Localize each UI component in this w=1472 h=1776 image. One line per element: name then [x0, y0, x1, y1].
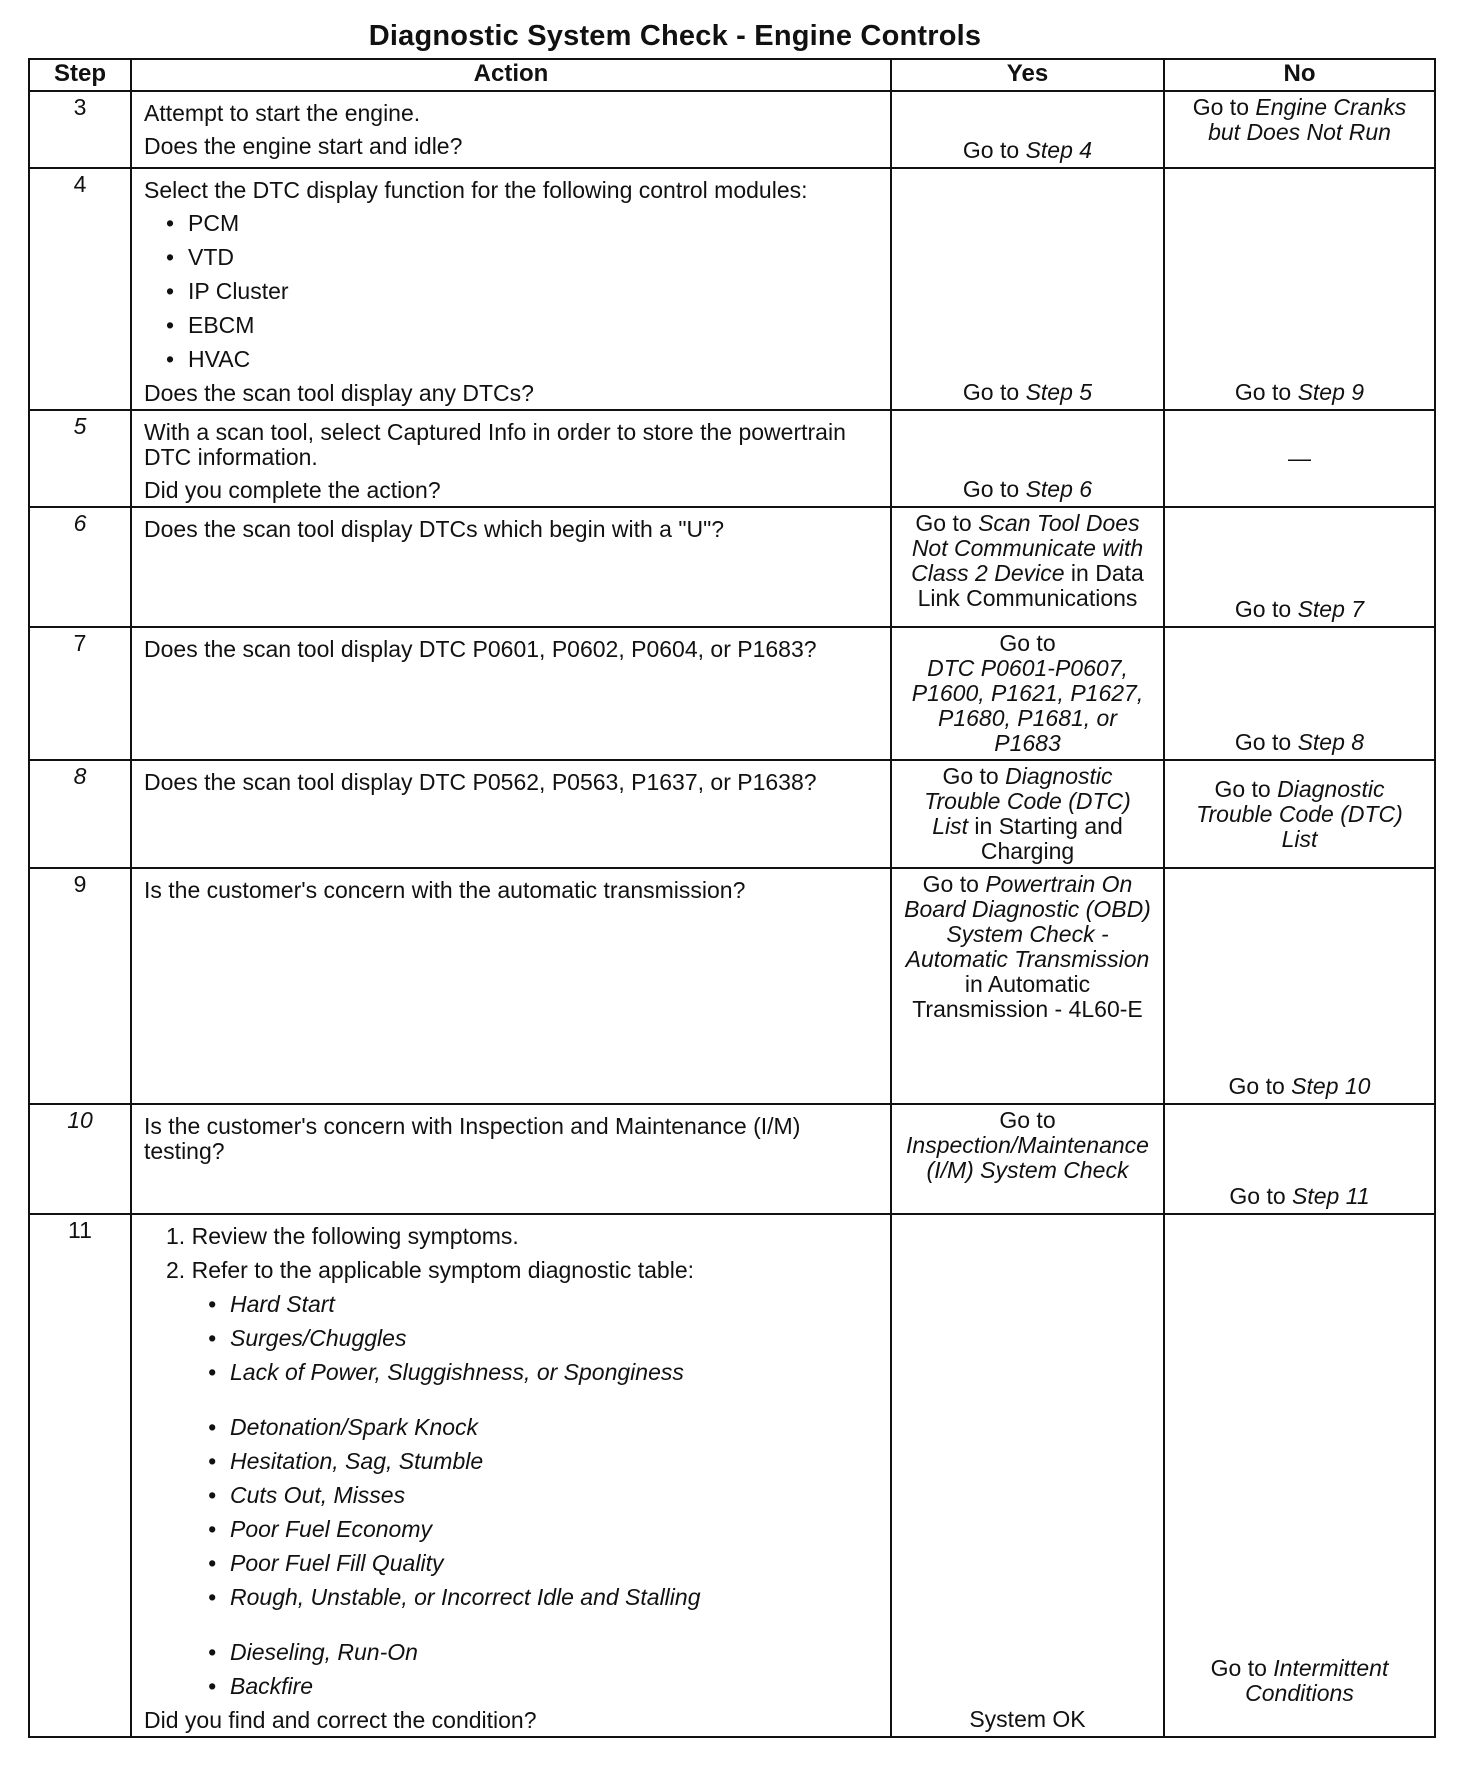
no-cell — [1164, 760, 1435, 868]
action-question: Is the customer's concern with Inspection and Maintenance (I/M) testing? — [144, 1113, 801, 1164]
no-prefix: Go to — [1214, 775, 1278, 802]
list-item: • IP Cluster — [166, 279, 878, 304]
action-text: Select the DTC display function for the following control modules: — [144, 177, 808, 203]
symptom-item[interactable]: • Hard Start — [208, 1292, 878, 1317]
yes-prefix: Go to — [999, 1107, 1056, 1133]
no-link[interactable]: Step 7 — [1297, 596, 1365, 622]
yes-prefix: Go to — [922, 871, 986, 897]
yes-link[interactable]: Scan Tool Does Not Communicate with Class 2 Device — [911, 510, 1144, 586]
action-cell — [131, 1214, 891, 1737]
header-yes: Yes — [891, 59, 1164, 91]
no-cell — [1164, 1214, 1435, 1737]
yes-mid: in — [1064, 560, 1096, 586]
table-row — [29, 91, 1435, 168]
symptom-item[interactable]: • Poor Fuel Fill Quality — [208, 1551, 878, 1576]
yes-cell — [891, 410, 1164, 507]
no-prefix: Go to — [1234, 379, 1298, 405]
symptom-item[interactable]: • Dieseling, Run-On — [208, 1640, 878, 1665]
action-cell — [131, 868, 891, 1104]
symptom-item[interactable]: • Backfire — [208, 1674, 878, 1699]
table-row — [29, 760, 1435, 868]
yes-cell — [891, 627, 1164, 760]
table-row — [29, 168, 1435, 410]
yes-prefix: Go to — [999, 630, 1056, 656]
action-question: Did you find and correct the condition? — [144, 1707, 537, 1733]
no-cell — [1164, 91, 1435, 168]
yes-prefix: Go to — [962, 476, 1026, 502]
yes-prefix: Go to — [962, 379, 1026, 405]
yes-mid: in Starting and Charging — [968, 813, 1123, 864]
action-question: Does the engine start and idle? — [144, 133, 463, 159]
table-row — [29, 1214, 1435, 1737]
no-prefix: Go to — [1229, 1183, 1293, 1209]
action-cell — [131, 627, 891, 760]
no-cell — [1164, 868, 1435, 1104]
diagnostic-table — [28, 58, 1436, 1738]
step-number: 8 — [29, 760, 131, 868]
step-number: 11 — [29, 1214, 131, 1737]
table-row — [29, 627, 1435, 760]
yes-mid: in Automatic Transmission - 4L60-E — [912, 971, 1143, 1022]
list-item: 2. Refer to the applicable symptom diagnostic table: • Hard Start • Surges/Chuggles • Lack of Power, Sluggishness, or Sponginess • Detonation/Spark Knock • Hesitation, Sag, Stumble • Cuts Out, Misses • Poor Fuel Economy • Poor Fuel Fill Quality • Rough, Unstable, or Incorrect Idle and Stalling • Dieseling, Run-On • Backfire — [166, 1258, 878, 1699]
step-number: 4 — [29, 168, 131, 410]
yes-section: Data Link Communications — [917, 560, 1144, 611]
no-prefix: Go to — [1234, 729, 1298, 755]
action-cell — [131, 91, 891, 168]
no-link[interactable]: Engine Cranks but Does Not Run — [1208, 94, 1407, 145]
no-link[interactable]: Step 11 — [1292, 1183, 1370, 1209]
table-row — [29, 410, 1435, 507]
yes-prefix: Go to — [942, 763, 1006, 789]
yes-cell: System OK — [891, 1214, 1164, 1737]
no-link[interactable]: Diagnostic Trouble Code (DTC) List — [1196, 775, 1403, 852]
step-number: 10 — [29, 1104, 131, 1214]
action-question: Is the customer's concern with the automatic transmission? — [144, 877, 746, 903]
list-item: 1. Review the following symptoms. — [166, 1223, 519, 1249]
symptom-item[interactable]: • Surges/Chuggles — [208, 1326, 878, 1351]
action-question: Did you complete the action? — [144, 477, 441, 503]
header-row — [29, 59, 1435, 91]
no-cell: — — [1164, 410, 1435, 507]
step-number: 5 — [29, 410, 131, 507]
yes-link[interactable]: Diagnostic Trouble Code (DTC) List — [924, 763, 1131, 839]
symptom-item[interactable]: • Poor Fuel Economy — [208, 1517, 878, 1542]
yes-cell — [891, 868, 1164, 1104]
action-cell — [131, 760, 891, 868]
no-link[interactable]: Step 9 — [1297, 379, 1365, 405]
yes-cell — [891, 1104, 1164, 1214]
step-number: 3 — [29, 91, 131, 168]
symptom-item[interactable]: • Rough, Unstable, or Incorrect Idle and Stalling — [208, 1585, 878, 1610]
no-cell — [1164, 1104, 1435, 1214]
no-prefix: Go to — [1228, 1073, 1292, 1099]
page-title: Diagnostic System Check - Engine Controls — [368, 20, 982, 52]
yes-cell — [891, 760, 1164, 868]
yes-link[interactable]: Powertrain On Board Diagnostic (OBD) System Check - Automatic Transmission — [904, 871, 1151, 972]
procedure-list — [144, 1224, 878, 1699]
action-question: Does the scan tool display any DTCs? — [144, 380, 534, 406]
list-item: • VTD — [166, 245, 878, 270]
yes-cell — [891, 168, 1164, 410]
procedure-step: Refer to the applicable symptom diagnostic table: — [191, 1257, 695, 1283]
header-action: Action — [131, 59, 891, 91]
list-item: • PCM — [166, 211, 878, 236]
no-cell — [1164, 507, 1435, 627]
yes-cell — [891, 507, 1164, 627]
action-cell — [131, 1104, 891, 1214]
yes-prefix: Go to — [962, 137, 1026, 163]
no-prefix: Go to — [1210, 1655, 1274, 1681]
no-cell — [1164, 168, 1435, 410]
no-prefix: Go to — [1234, 596, 1298, 622]
action-cell — [131, 168, 891, 410]
yes-prefix: Go to — [915, 510, 979, 536]
step-number: 6 — [29, 507, 131, 627]
list-item: • EBCM — [166, 313, 878, 338]
no-link[interactable]: Intermittent Conditions — [1245, 1655, 1389, 1706]
list-item: • HVAC — [166, 347, 878, 372]
no-link[interactable]: Step 10 — [1291, 1073, 1371, 1099]
table-row — [29, 507, 1435, 627]
action-text: Attempt to start the engine. — [144, 100, 421, 126]
no-prefix: Go to — [1192, 94, 1256, 120]
symptom-item[interactable]: • Cuts Out, Misses — [208, 1483, 878, 1508]
yes-link[interactable]: DTC P0601-P0607, P1600, P1621, P1627, P1680, P1681, or P1683 — [911, 655, 1144, 756]
header-step: Step — [29, 59, 131, 91]
yes-cell — [891, 91, 1164, 168]
yes-link[interactable]: Step 4 — [1025, 137, 1093, 163]
no-link[interactable]: Step 8 — [1297, 729, 1365, 755]
action-cell — [131, 410, 891, 507]
no-cell — [1164, 627, 1435, 760]
table-row — [29, 868, 1435, 1104]
action-question: Does the scan tool display DTC P0601, P0602, P0604, or P1683? — [144, 636, 817, 662]
symptom-item[interactable]: • Detonation/Spark Knock — [208, 1415, 878, 1440]
table-row — [29, 1104, 1435, 1214]
symptom-list — [166, 1292, 878, 1699]
action-question: Does the scan tool display DTCs which begin with a "U"? — [144, 516, 725, 542]
step-number: 9 — [29, 868, 131, 1104]
action-cell — [131, 507, 891, 627]
step-number: 7 — [29, 627, 131, 760]
yes-link[interactable]: Step 6 — [1025, 476, 1093, 502]
symptom-item[interactable]: • Lack of Power, Sluggishness, or Sponginess — [208, 1360, 878, 1385]
yes-link[interactable]: Inspection/Maintenance (I/M) System Check — [906, 1132, 1149, 1183]
module-list — [144, 211, 878, 372]
symptom-item[interactable]: • Hesitation, Sag, Stumble — [208, 1449, 878, 1474]
header-no: No — [1164, 59, 1435, 91]
action-text: With a scan tool, select Captured Info in order to store the powertrain DTC information. — [144, 419, 846, 470]
yes-link[interactable]: Step 5 — [1025, 379, 1093, 405]
action-question: Does the scan tool display DTC P0562, P0563, P1637, or P1638? — [144, 769, 817, 795]
procedure-step: Review the following symptoms. — [191, 1223, 519, 1249]
